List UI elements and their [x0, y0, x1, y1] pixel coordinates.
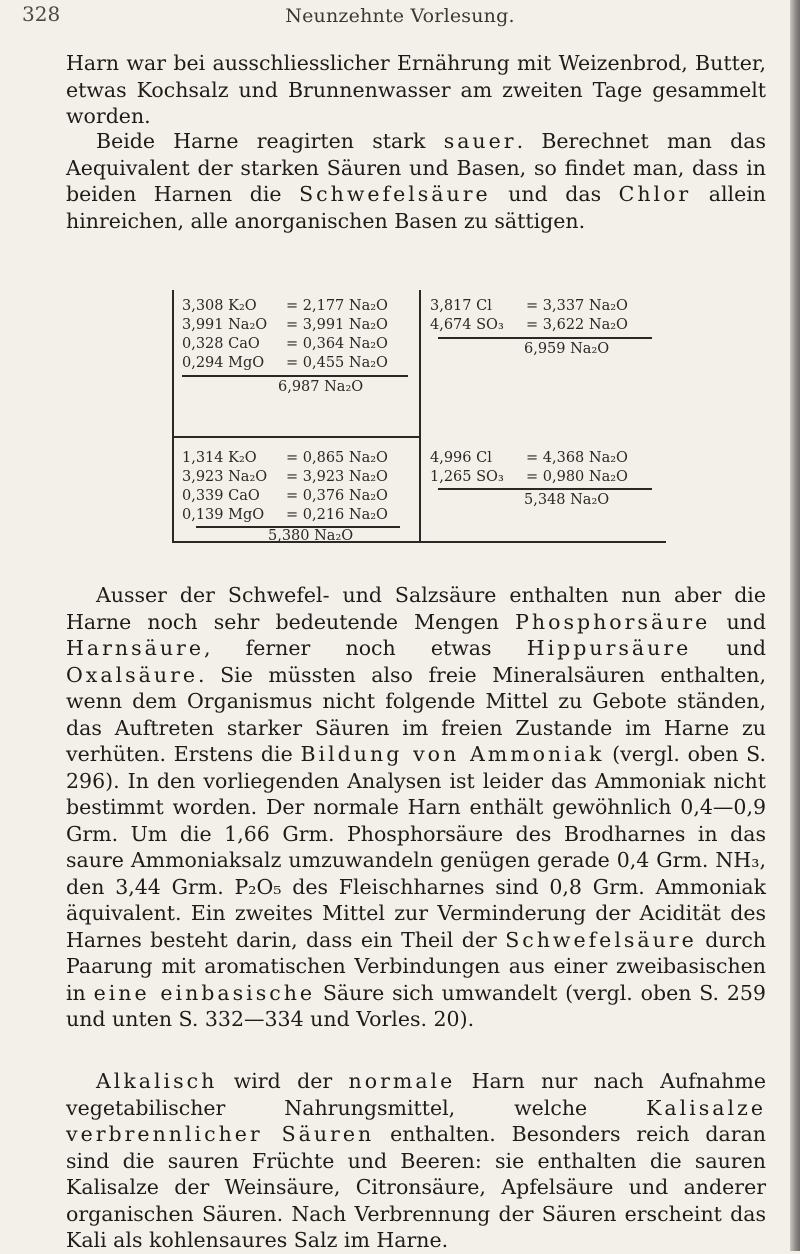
- table-middle-border: [419, 290, 421, 542]
- table-cell: = 4,368 Na₂O: [526, 450, 628, 466]
- table-cell: = 3,337 Na₂O: [526, 298, 628, 314]
- p4-text-f: enthalten. Besonders reich daran sind die sauren Früchte und Beeren: sie enthalten die sauren Kalisalze der Weinsäure, Citronsäure, Apfelsäure und anderer organischen Säuren. Nach Verbrennung der Säuren erscheint das Kali als kohlensaures Salz im Harne.: [66, 1122, 766, 1252]
- paragraph-1: Harn war bei ausschliesslicher Ernährung mit Weizenbrod, Butter, etwas Kochsalz und Brunnenwasser am zweiten Tage gesammelt worden.: [66, 51, 766, 128]
- paragraph-4: [66, 1068, 766, 1254]
- table-cell: 3,991 Na₂O: [182, 317, 268, 333]
- table-row: [182, 296, 388, 316]
- table-cell: = 0,980 Na₂O: [526, 469, 628, 485]
- emphasis-harnsaeure: Harnsäure: [66, 636, 204, 660]
- table-cell: = 3,622 Na₂O: [526, 317, 628, 333]
- p3-text-a: Ausser der Schwefel- und Salzsäure enthalten nun aber die Harne noch sehr bedeutende Mengen: [66, 583, 766, 634]
- table-row: [430, 296, 628, 316]
- emphasis-alkalisch: Alkalisch: [96, 1069, 218, 1093]
- table-row: [182, 353, 388, 373]
- table-cell: 0,328 CaO: [182, 336, 260, 352]
- emphasis-oxalsaeure: Oxalsäure: [66, 662, 199, 687]
- p3-text-i: . Sie müssten also freie Mineralsäuren enthalten, wenn dem Organismus nicht folgende Mittel zu Gebote ständen, das Auftreten starker Säuren im freien Zustande im Harne zu verhüten. Erstens die: [66, 662, 766, 766]
- table-left-border: [172, 290, 174, 542]
- table-cell: 1,314 K₂O: [182, 450, 257, 466]
- table-cell: = 0,216 Na₂O: [286, 507, 388, 523]
- p3-text-k: (vergl. oben S. 296). In den vorliegenden Analysen ist leider das Ammoniak nicht bestimmt worden. Der normale Harn enthält gewöhnlich 0,4—0,9 Grm. Um die 1,66 Grm. Phosphorsäure des Brodharnes in das saure Ammoniaksalz umzuwandeln genügen gerade 0,4 Grm. NH₃, den 3,44 Grm. P₂O₅ des Fleischharnes sind 0,8 Grm. Ammoniak äquivalent. Ein zweites Mittel zur Verminderung der Acidität des Harnes besteht darin, dass ein Theil der: [66, 742, 767, 952]
- table-row: [182, 486, 388, 506]
- p3-text-m: durch Paarung mit aromatischen Verbindungen aus einer zweibasischen in: [66, 927, 766, 1005]
- p3-text-c: und: [726, 609, 766, 634]
- p2-text-g: allein hinreichen, alle anorganischen Basen zu sättigen.: [66, 182, 766, 233]
- table-cell: = 0,865 Na₂O: [286, 450, 388, 466]
- table-cell: = 0,376 Na₂O: [286, 488, 388, 504]
- emphasis-schwefelsaeure-2: Schwefelsäure: [505, 927, 697, 952]
- sum-value: 6,959 Na₂O: [524, 341, 610, 357]
- table-cell: = 0,455 Na₂O: [286, 355, 388, 371]
- table-row: [430, 315, 628, 335]
- p2-text-a: Beide Harne reagirten stark: [96, 129, 426, 153]
- table-cell: = 3,991 Na₂O: [286, 317, 388, 333]
- table-cell: 1,265 SO₃: [430, 469, 504, 485]
- emphasis-hippursaeure: Hippursäure: [526, 636, 692, 660]
- table-row: [430, 467, 628, 487]
- emphasis-bildung-von-ammoniak: Bildung von Ammoniak: [300, 742, 605, 766]
- p3-text-e: , ferner noch etwas: [203, 636, 492, 660]
- table-cell: 4,674 SO₃: [430, 317, 504, 333]
- p3-text-g: und: [726, 636, 766, 660]
- table-cell: 3,817 Cl: [430, 298, 492, 314]
- table-cell: 3,308 K₂O: [182, 298, 257, 314]
- emphasis-normale: normale: [348, 1069, 456, 1093]
- paragraph-2: [66, 128, 766, 234]
- table-cell: 0,139 MgO: [182, 507, 265, 523]
- table-row: [430, 448, 628, 468]
- equivalent-table: [172, 290, 666, 542]
- p2-text-c: . Berechnet man das Aequivalent der starken Säuren und Basen, so findet man, dass in beiden Harnen die: [66, 129, 766, 206]
- paragraph-3: [66, 582, 766, 1033]
- table-row: [182, 505, 388, 525]
- table-row: [182, 315, 388, 335]
- p2-text-e: und das: [508, 182, 602, 206]
- table-bottom-border: [172, 541, 666, 543]
- table-cell: 3,923 Na₂O: [182, 469, 268, 485]
- p3-text-o: Säure sich umwandelt (vergl. oben S. 259 und unten S. 332—334 und Vorles. 20).: [66, 980, 766, 1031]
- table-row: [182, 334, 388, 354]
- table-cell: 4,996 Cl: [430, 450, 492, 466]
- sum-value: 5,380 Na₂O: [268, 528, 354, 544]
- table-cell: 0,339 CaO: [182, 488, 260, 504]
- p4-text-b: wird der: [233, 1069, 333, 1093]
- emphasis-sauer: sauer: [443, 129, 517, 153]
- page-edge-shadow: [790, 0, 800, 1251]
- sum-value: 6,987 Na₂O: [278, 379, 364, 395]
- sum-value: 5,348 Na₂O: [524, 492, 610, 508]
- table-row: [182, 448, 388, 468]
- emphasis-schwefelsaeure: Schwefelsäure: [299, 182, 491, 206]
- page-number: 328: [22, 2, 61, 26]
- table-cell: 0,294 MgO: [182, 355, 265, 371]
- table-cell: = 0,364 Na₂O: [286, 336, 388, 352]
- emphasis-chlor: Chlor: [618, 182, 692, 206]
- emphasis-eine-einbasische: eine einbasische: [93, 980, 316, 1005]
- p4-text-d: Harn nur nach Aufnahme vegetabilischer Nahrungsmittel, welche: [66, 1069, 766, 1120]
- emphasis-phosphorsaeure: Phosphorsäure: [515, 609, 711, 634]
- running-title: Neunzehnte Vorlesung.: [285, 5, 515, 27]
- table-left-separator: [172, 436, 419, 438]
- table-cell: = 3,923 Na₂O: [286, 469, 388, 485]
- emphasis-kalisalze: Kalisalze verbrennlicher Säuren: [66, 1095, 766, 1146]
- table-cell: = 2,177 Na₂O: [286, 298, 388, 314]
- table-row: [182, 467, 388, 487]
